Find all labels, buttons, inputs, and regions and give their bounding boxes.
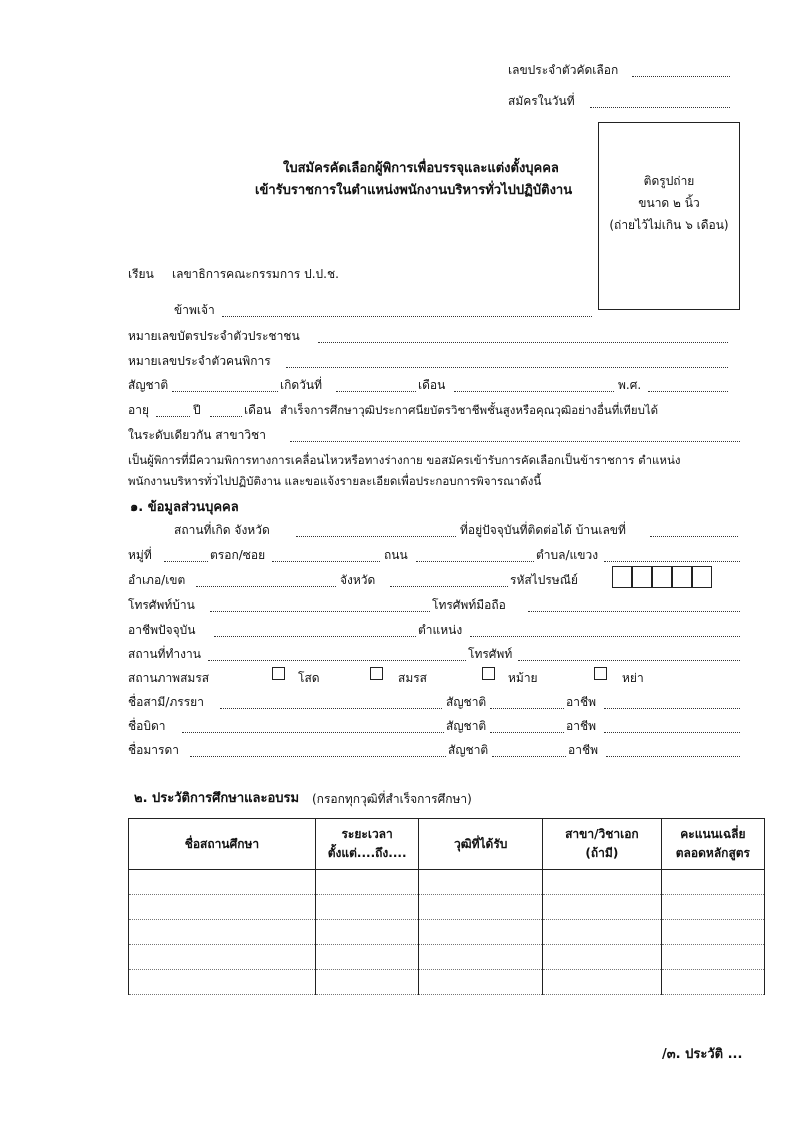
village-label: หมู่ที่ bbox=[128, 548, 152, 562]
spouse-label: ชื่อสามี/ภรรยา bbox=[128, 695, 204, 709]
subdistrict-field[interactable] bbox=[604, 561, 740, 562]
province-field[interactable] bbox=[390, 586, 508, 587]
born-day-label: เกิดวันที่ bbox=[280, 378, 323, 392]
table-row[interactable] bbox=[129, 895, 765, 920]
disability-id-label: หมายเลขประจำตัวคนพิการ bbox=[128, 354, 271, 368]
table-row[interactable] bbox=[129, 920, 765, 945]
postcode-digit-3[interactable] bbox=[652, 566, 672, 588]
section2-title: ๒. ประวัติการศึกษาและอบรม bbox=[134, 791, 300, 806]
be-year-field[interactable] bbox=[648, 391, 728, 392]
form-title-line2: เข้ารับราชการในตำแหน่งพนักงานบริหารทั่วไปปฏิบัติงาน bbox=[255, 183, 573, 198]
nationality-label: สัญชาติ bbox=[128, 378, 169, 392]
table-row[interactable] bbox=[129, 970, 765, 995]
age-month-label: เดือน bbox=[244, 403, 272, 417]
mother-label: ชื่อมารดา bbox=[128, 743, 179, 757]
continued-note: /๓. ประวัติ ... bbox=[662, 1047, 743, 1062]
father-occupation-field[interactable] bbox=[604, 732, 740, 733]
birthplace-label: สถานที่เกิด จังหวัด bbox=[174, 523, 270, 537]
birthplace-field[interactable] bbox=[296, 536, 456, 537]
photo-box-label3: (ถ่ายไว้ไม่เกิน ๖ เดือน) bbox=[609, 218, 729, 232]
education-table-header bbox=[129, 819, 765, 870]
position-field[interactable] bbox=[470, 636, 740, 637]
disability-id-field[interactable] bbox=[286, 367, 728, 368]
salutation-label: เรียน bbox=[128, 267, 154, 281]
work-phone-field[interactable] bbox=[518, 660, 740, 661]
district-field[interactable] bbox=[196, 586, 336, 587]
work-phone-label: โทรศัพท์ bbox=[468, 647, 513, 661]
village-field[interactable] bbox=[164, 561, 208, 562]
postcode-label: รหัสไปรษณีย์ bbox=[510, 573, 578, 587]
occupation-field[interactable] bbox=[214, 636, 416, 637]
current-address-label: ที่อยู่ปัจจุบันที่ติดต่อได้ บ้านเลขที่ bbox=[460, 523, 626, 537]
apply-date-field[interactable] bbox=[590, 107, 730, 108]
name-field[interactable] bbox=[222, 316, 592, 317]
road-label: ถนน bbox=[384, 548, 408, 562]
district-label: อำเภอ/เขต bbox=[128, 573, 186, 587]
i-am-label: ข้าพเจ้า bbox=[174, 303, 215, 317]
nationality-field[interactable] bbox=[172, 391, 278, 392]
age-months-field[interactable] bbox=[210, 416, 242, 417]
position-label: ตำแหน่ง bbox=[418, 623, 463, 637]
form-title-line1: ใบสมัครคัดเลือกผู้พิการเพื่อบรรจุและแต่งตั้งบุคคล bbox=[283, 161, 559, 176]
house-number-field[interactable] bbox=[650, 536, 738, 537]
id-card-field[interactable] bbox=[318, 342, 728, 343]
occupation-label: อาชีพปัจจุบัน bbox=[128, 623, 196, 637]
photo-box[interactable] bbox=[598, 122, 740, 310]
years-label: ปี bbox=[193, 403, 201, 417]
subdistrict-label: ตำบล/แขวง bbox=[536, 548, 599, 562]
photo-box-label2: ขนาด ๒ นิ้ว bbox=[638, 196, 700, 210]
born-month-label: เดือน bbox=[418, 378, 446, 392]
be-year-label: พ.ศ. bbox=[618, 378, 642, 392]
age-years-field[interactable] bbox=[156, 416, 190, 417]
postcode-digit-5[interactable] bbox=[692, 566, 712, 588]
road-field[interactable] bbox=[416, 561, 534, 562]
declaration-line1: เป็นผู้พิการที่มีความพิการทางการเคลื่อนไหวหรือทางร่างกาย ขอสมัครเข้ารับการคัดเลือกเป็นข้าราชการ ตำแหน่ง bbox=[128, 453, 681, 467]
salutation-recipient: เลขาธิการคณะกรรมการ ป.ป.ช. bbox=[172, 267, 339, 281]
widowed-label: หม้าย bbox=[508, 671, 538, 685]
married-label: สมรส bbox=[398, 671, 428, 685]
apply-date-label: สมัครในวันที่ bbox=[508, 94, 575, 108]
column-header-degree: วุฒิที่ได้รับ bbox=[419, 819, 543, 870]
father-label: ชื่อบิดา bbox=[128, 719, 166, 733]
section2-note: (กรอกทุกวุฒิที่สำเร็จการศึกษา) bbox=[312, 792, 472, 806]
single-checkbox[interactable] bbox=[272, 667, 285, 680]
alley-label: ตรอก/ซอย bbox=[210, 548, 266, 562]
column-header-major: สาขา/วิชาเอก (ถ้ามี) bbox=[542, 819, 661, 870]
province-label: จังหวัด bbox=[340, 573, 376, 587]
born-month-field[interactable] bbox=[454, 391, 614, 392]
applicant-number-label: เลขประจำตัวคัดเลือก bbox=[508, 63, 619, 77]
mobile-label: โทรศัพท์มือถือ bbox=[432, 598, 506, 612]
workplace-field[interactable] bbox=[208, 660, 466, 661]
spouse-nationality-label: สัญชาติ bbox=[446, 695, 487, 709]
table-row[interactable] bbox=[129, 945, 765, 970]
spouse-occupation-field[interactable] bbox=[604, 708, 740, 709]
column-header-gpa: คะแนนเฉลี่ย ตลอดหลักสูตร bbox=[661, 819, 764, 870]
workplace-label: สถานที่ทำงาน bbox=[128, 647, 201, 661]
column-header-institution: ชื่อสถานศึกษา bbox=[129, 819, 316, 870]
divorced-label: หย่า bbox=[622, 671, 644, 685]
column-header-period: ระยะเวลา ตั้งแต่....ถึง.... bbox=[315, 819, 419, 870]
same-level-label: ในระดับเดียวกัน สาขาวิชา bbox=[128, 428, 266, 442]
applicant-number-field[interactable] bbox=[632, 76, 730, 77]
spouse-field[interactable] bbox=[220, 708, 442, 709]
declaration-line2: พนักงานบริหารทั่วไปปฏิบัติงาน และขอแจ้งรายละเอียดเพื่อประกอบการพิจารณาดังนี้ bbox=[128, 474, 542, 488]
table-row[interactable] bbox=[129, 870, 765, 895]
mother-occupation-label: อาชีพ bbox=[568, 743, 598, 757]
born-day-field[interactable] bbox=[336, 391, 416, 392]
married-checkbox[interactable] bbox=[370, 667, 383, 680]
mother-nationality-field[interactable] bbox=[492, 756, 566, 757]
section1-title: ๑. ข้อมูลส่วนบุคคล bbox=[130, 500, 239, 515]
education-statement: สำเร็จการศึกษาวุฒิประกาศนียบัตรวิชาชีพชั้นสูงหรือคุณวุฒิอย่างอื่นที่เทียบได้ bbox=[280, 403, 659, 417]
single-label: โสด bbox=[298, 671, 320, 685]
postcode-digit-4[interactable] bbox=[672, 566, 692, 588]
divorced-checkbox[interactable] bbox=[594, 667, 607, 680]
id-card-label: หมายเลขบัตรประจำตัวประชาชน bbox=[128, 329, 300, 343]
spouse-occupation-label: อาชีพ bbox=[566, 695, 596, 709]
mobile-field[interactable] bbox=[528, 611, 740, 612]
home-phone-field[interactable] bbox=[210, 611, 430, 612]
postcode-digit-1[interactable] bbox=[612, 566, 632, 588]
education-table bbox=[128, 818, 765, 995]
home-phone-label: โทรศัพท์บ้าน bbox=[128, 598, 195, 612]
father-occupation-label: อาชีพ bbox=[566, 719, 596, 733]
father-nationality-field[interactable] bbox=[490, 732, 564, 733]
major-field[interactable] bbox=[290, 441, 740, 442]
postcode-digit-2[interactable] bbox=[632, 566, 652, 588]
spouse-nationality-field[interactable] bbox=[490, 708, 564, 709]
father-nationality-label: สัญชาติ bbox=[446, 719, 487, 733]
mother-nationality-label: สัญชาติ bbox=[448, 743, 489, 757]
father-field[interactable] bbox=[182, 732, 444, 733]
alley-field[interactable] bbox=[272, 561, 380, 562]
mother-field[interactable] bbox=[190, 756, 446, 757]
marital-status-label: สถานภาพสมรส bbox=[128, 671, 210, 685]
photo-box-label1: ติดรูปถ่าย bbox=[643, 174, 695, 188]
age-label: อายุ bbox=[128, 403, 149, 417]
widowed-checkbox[interactable] bbox=[482, 667, 495, 680]
mother-occupation-field[interactable] bbox=[606, 756, 740, 757]
